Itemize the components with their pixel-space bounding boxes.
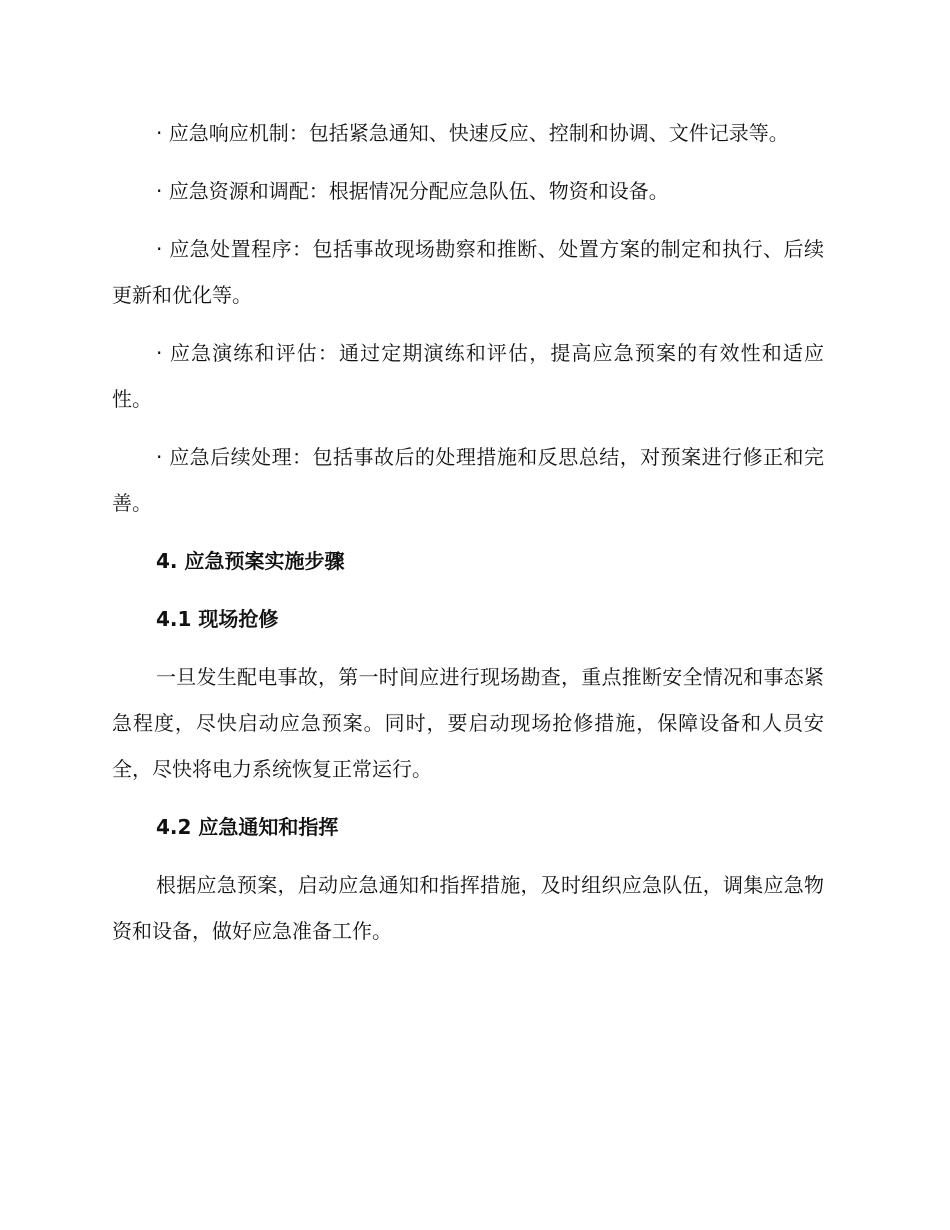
document-body	[112, 110, 824, 966]
bullet-emergency-followup: · 应急后续处理：包括事故后的处理措施和反思总结，对预案进行修正和完善。	[112, 445, 824, 515]
bullet-emergency-response-mechanism: · 应急响应机制：包括紧急通知、快速反应、控制和协调、文件记录等。	[156, 121, 789, 145]
bullet-emergency-procedure: · 应急处置程序：包括事故现场勘察和推断、处置方案的制定和执行、后续更新和优化等。	[112, 237, 824, 307]
section-4-1-paragraph: 一旦发生配电事故，第一时间应进行现场勘查，重点推断安全情况和事态紧急程度，尽快启动应急预案。同时，要启动现场抢修措施，保障设备和人员安全，尽快将电力系统恢复正常运行。	[112, 665, 824, 781]
section-4-2-heading: 4.2 应急通知和指挥	[156, 815, 339, 839]
section-4-1-heading: 4.1 现场抢修	[156, 607, 279, 631]
section-4-2-paragraph: 根据应急预案，启动应急通知和指挥措施，及时组织应急队伍，调集应急物资和设备，做好应急准备工作。	[112, 873, 824, 943]
bullet-emergency-resources: · 应急资源和调配：根据情况分配应急队伍、物资和设备。	[156, 179, 669, 203]
bullet-emergency-drill: · 应急演练和评估：通过定期演练和评估，提高应急预案的有效性和适应性。	[112, 341, 824, 411]
section-4-heading: 4. 应急预案实施步骤	[156, 549, 345, 573]
